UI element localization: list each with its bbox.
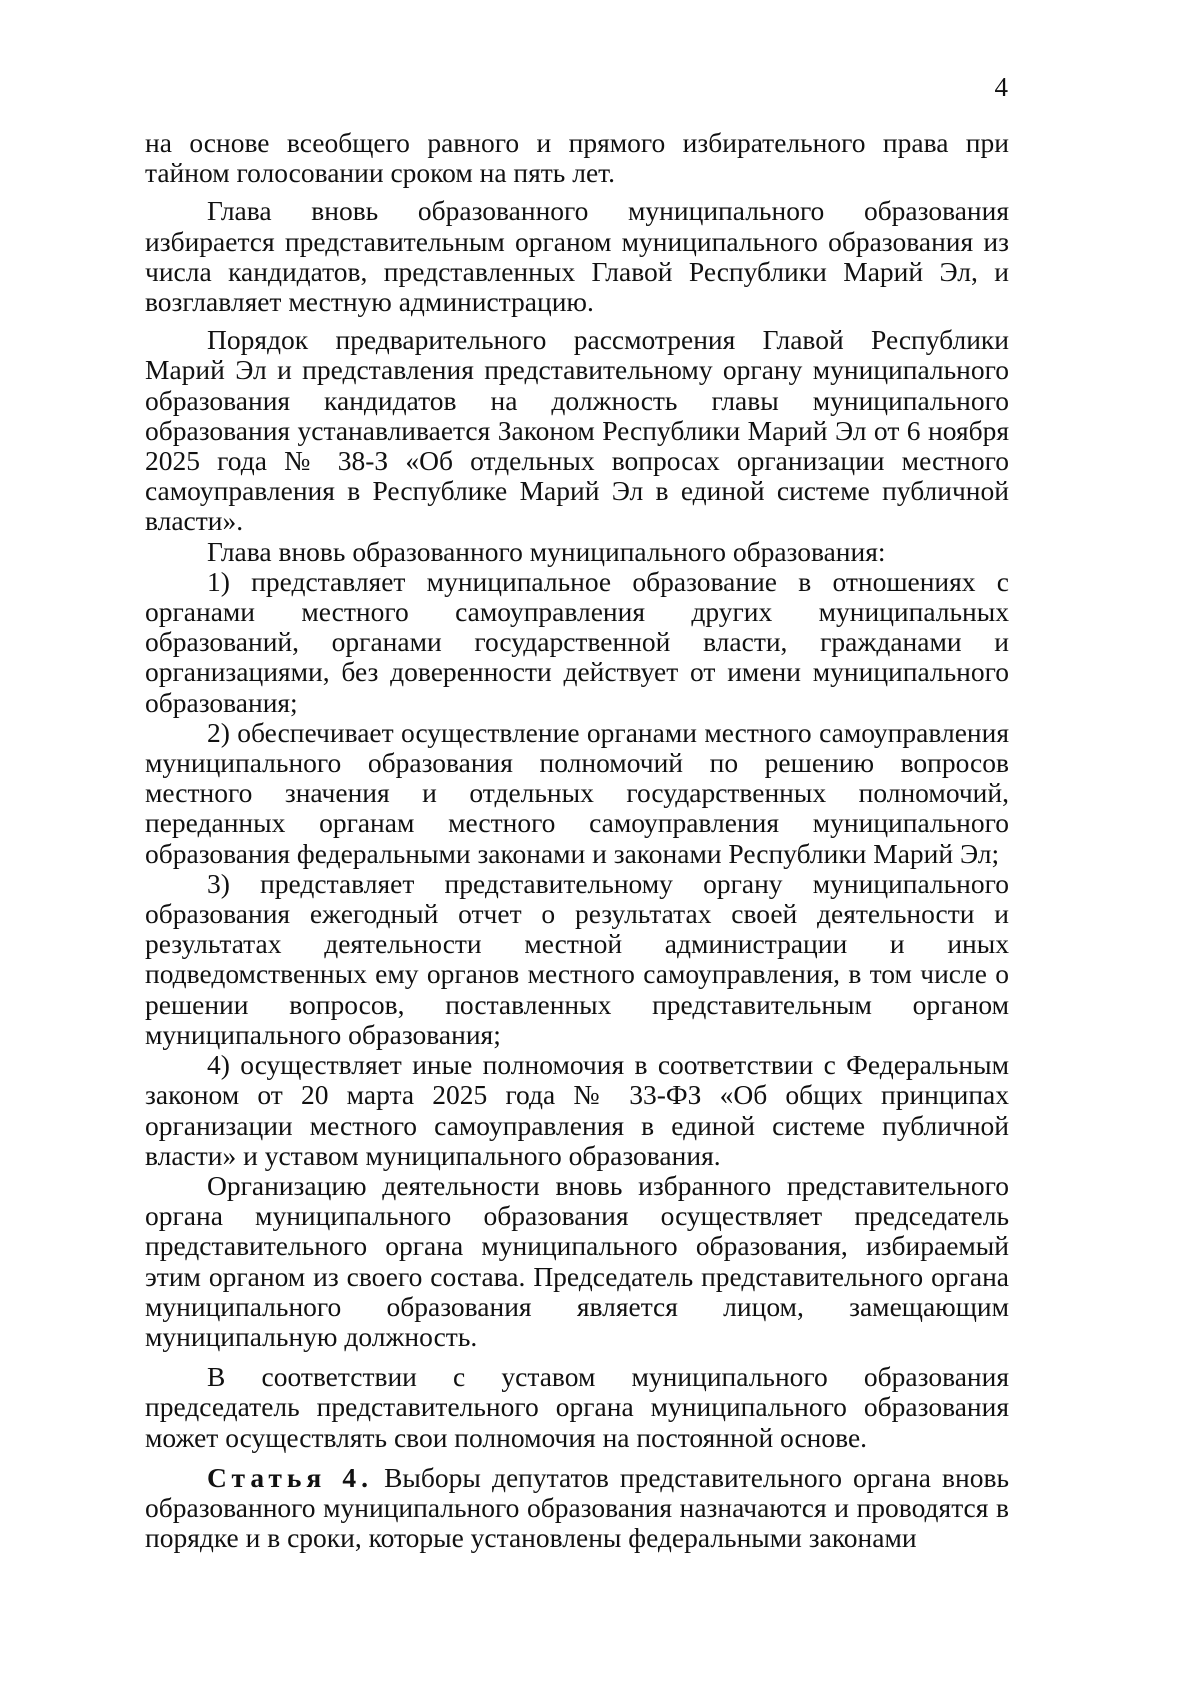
article-paragraph bbox=[145, 1463, 1009, 1554]
list-item: 2) обеспечивает осуществление органами местного самоуправления муниципального образования полномочий по решению вопросов местного значения и отдельных государственных полномочий, переданных органам местного самоуправления муниципального образования федеральными законами и законами Республики Марий Эл; bbox=[145, 716, 1009, 869]
list-item: 3) представляет представительному органу муниципального образования ежегодный отчет о результатах своей деятельности и результатах деятельности местной администрации и иных подведомственных ему органов местного самоуправления, в том числе о решении вопросов, поставленных представительным органом муниципального образования; bbox=[145, 867, 1009, 1050]
article-text: Выборы депутатов представительного органа вновь образованного муниципального образования назначаются и проводятся в порядке и в сроки, которые установлены федеральными законами bbox=[145, 1461, 1010, 1554]
page-number: 4 bbox=[994, 72, 1008, 102]
document-body bbox=[145, 128, 1009, 1553]
paragraph: В соответствии с уставом муниципального образования председатель представительного органа муниципального образования может осуществлять свои полномочия на постоянной основе. bbox=[145, 1361, 1009, 1453]
paragraph: Глава вновь образованного муниципального образования: bbox=[207, 535, 886, 567]
list-item: 4) осуществляет иные полномочия в соответствии с Федеральным законом от 20 марта 2025 года № 33-ФЗ «Об общих принципах организации местного самоуправления в единой системе публичной власти» и уставом муниципального образования. bbox=[145, 1049, 1009, 1171]
list-item: 1) представляет муниципальное образование в отношениях с органами местного самоуправления других муниципальных образований, органами государственной власти, гражданами и организациями, без доверенности действует от имени муниципального образования; bbox=[145, 565, 1009, 718]
paragraph: Организацию деятельности вновь избранного представительного органа муниципального образования осуществляет председатель представительного органа муниципального образования, избираемый этим органом из своего состава. Председатель представительного органа муниципального образования является лицом, замещающим муниципальную должность. bbox=[145, 1169, 1009, 1352]
paragraph: на основе всеобщего равного и прямого избирательного права при тайном голосовании сроком на пять лет. bbox=[145, 127, 1009, 189]
paragraph: Глава вновь образованного муниципального образования избирается представительным органом муниципального образования из числа кандидатов, представленных Главой Республики Марий Эл, и возглавляет местную администрацию. bbox=[145, 195, 1009, 318]
paragraph: Порядок предварительного рассмотрения Главой Республики Марий Эл и представления представительному органу муниципального образования кандидатов на должность главы муниципального образования устанавливается Законом Республики Марий Эл от 6 ноября 2025 года № 38-З «Об отдельных вопросах организации местного самоуправления в Республике Марий Эл в единой системе публичной власти». bbox=[145, 324, 1009, 537]
article-title: Статья 4. bbox=[207, 1461, 374, 1493]
